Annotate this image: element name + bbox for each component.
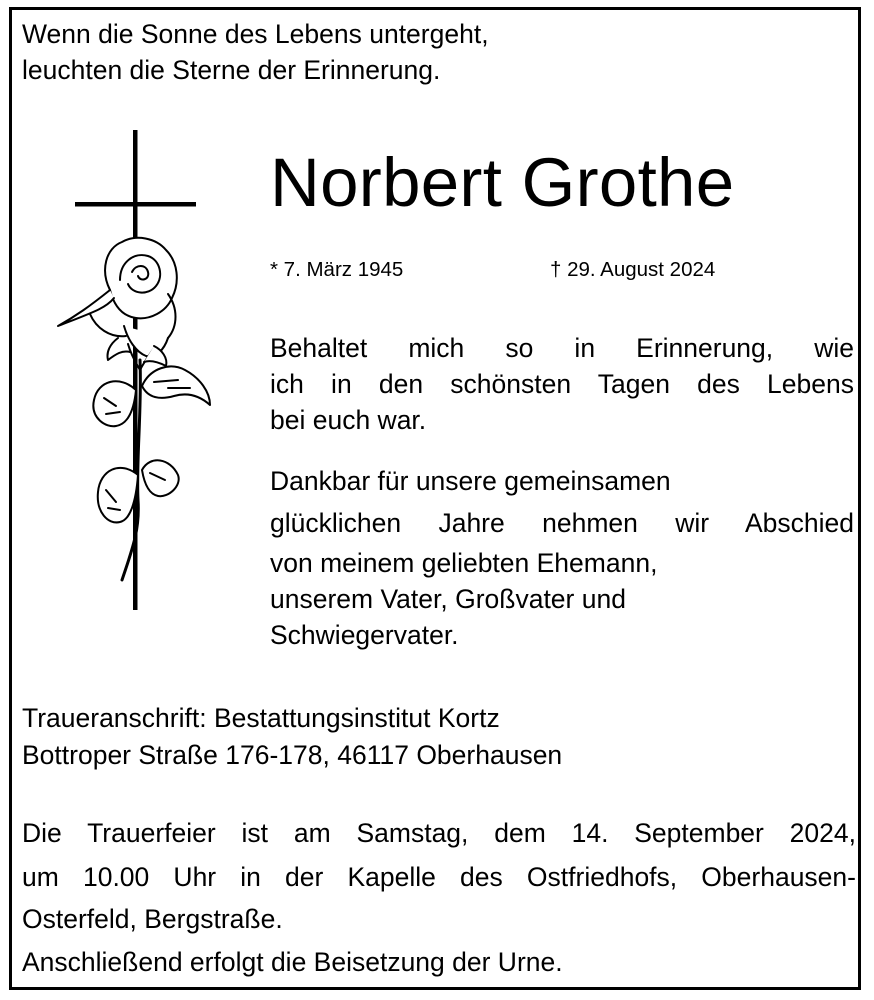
thanks-line-4: unserem Vater, Großvater und: [270, 584, 626, 614]
ceremony-line-1: Die Trauerfeier ist am Samstag, dem 14. September 2024,: [22, 818, 856, 848]
ceremony-line-4: Anschließend erfolgt die Beisetzung der Urne.: [22, 947, 563, 977]
motto-line-1: Wenn die Sonne des Lebens untergeht,: [22, 19, 489, 49]
verse-line-1: Behaltet mich so in Erinnerung, wie: [270, 333, 854, 363]
cross-with-rose-icon: [50, 130, 220, 615]
ceremony-line-2: um 10.00 Uhr in der Kapelle des Ostfriedhofs, Oberhausen-: [22, 862, 856, 892]
thanks-line-1: Dankbar für unsere gemeinsamen: [270, 466, 671, 496]
thanks-line-2: glücklichen Jahre nehmen wir Abschied: [270, 508, 854, 538]
birth-date: * 7. März 1945: [270, 258, 404, 281]
address-line-2: Bottroper Straße 176-178, 46117 Oberhausen: [22, 740, 563, 770]
verse-line-3: bei euch war.: [270, 405, 427, 435]
ceremony-line-3: Osterfeld, Bergstraße.: [22, 904, 283, 934]
motto-line-2: leuchten die Sterne der Erinnerung.: [22, 55, 441, 85]
thanks-line-5: Schwiegervater.: [270, 620, 459, 650]
deceased-name: Norbert Grothe: [270, 144, 735, 221]
address-line-1: Traueranschrift: Bestattungsinstitut Kortz: [22, 703, 500, 733]
death-date: † 29. August 2024: [550, 258, 716, 281]
thanks-line-3: von meinem geliebten Ehemann,: [270, 548, 658, 578]
verse-line-2: ich in den schönsten Tagen des Lebens: [270, 369, 854, 399]
